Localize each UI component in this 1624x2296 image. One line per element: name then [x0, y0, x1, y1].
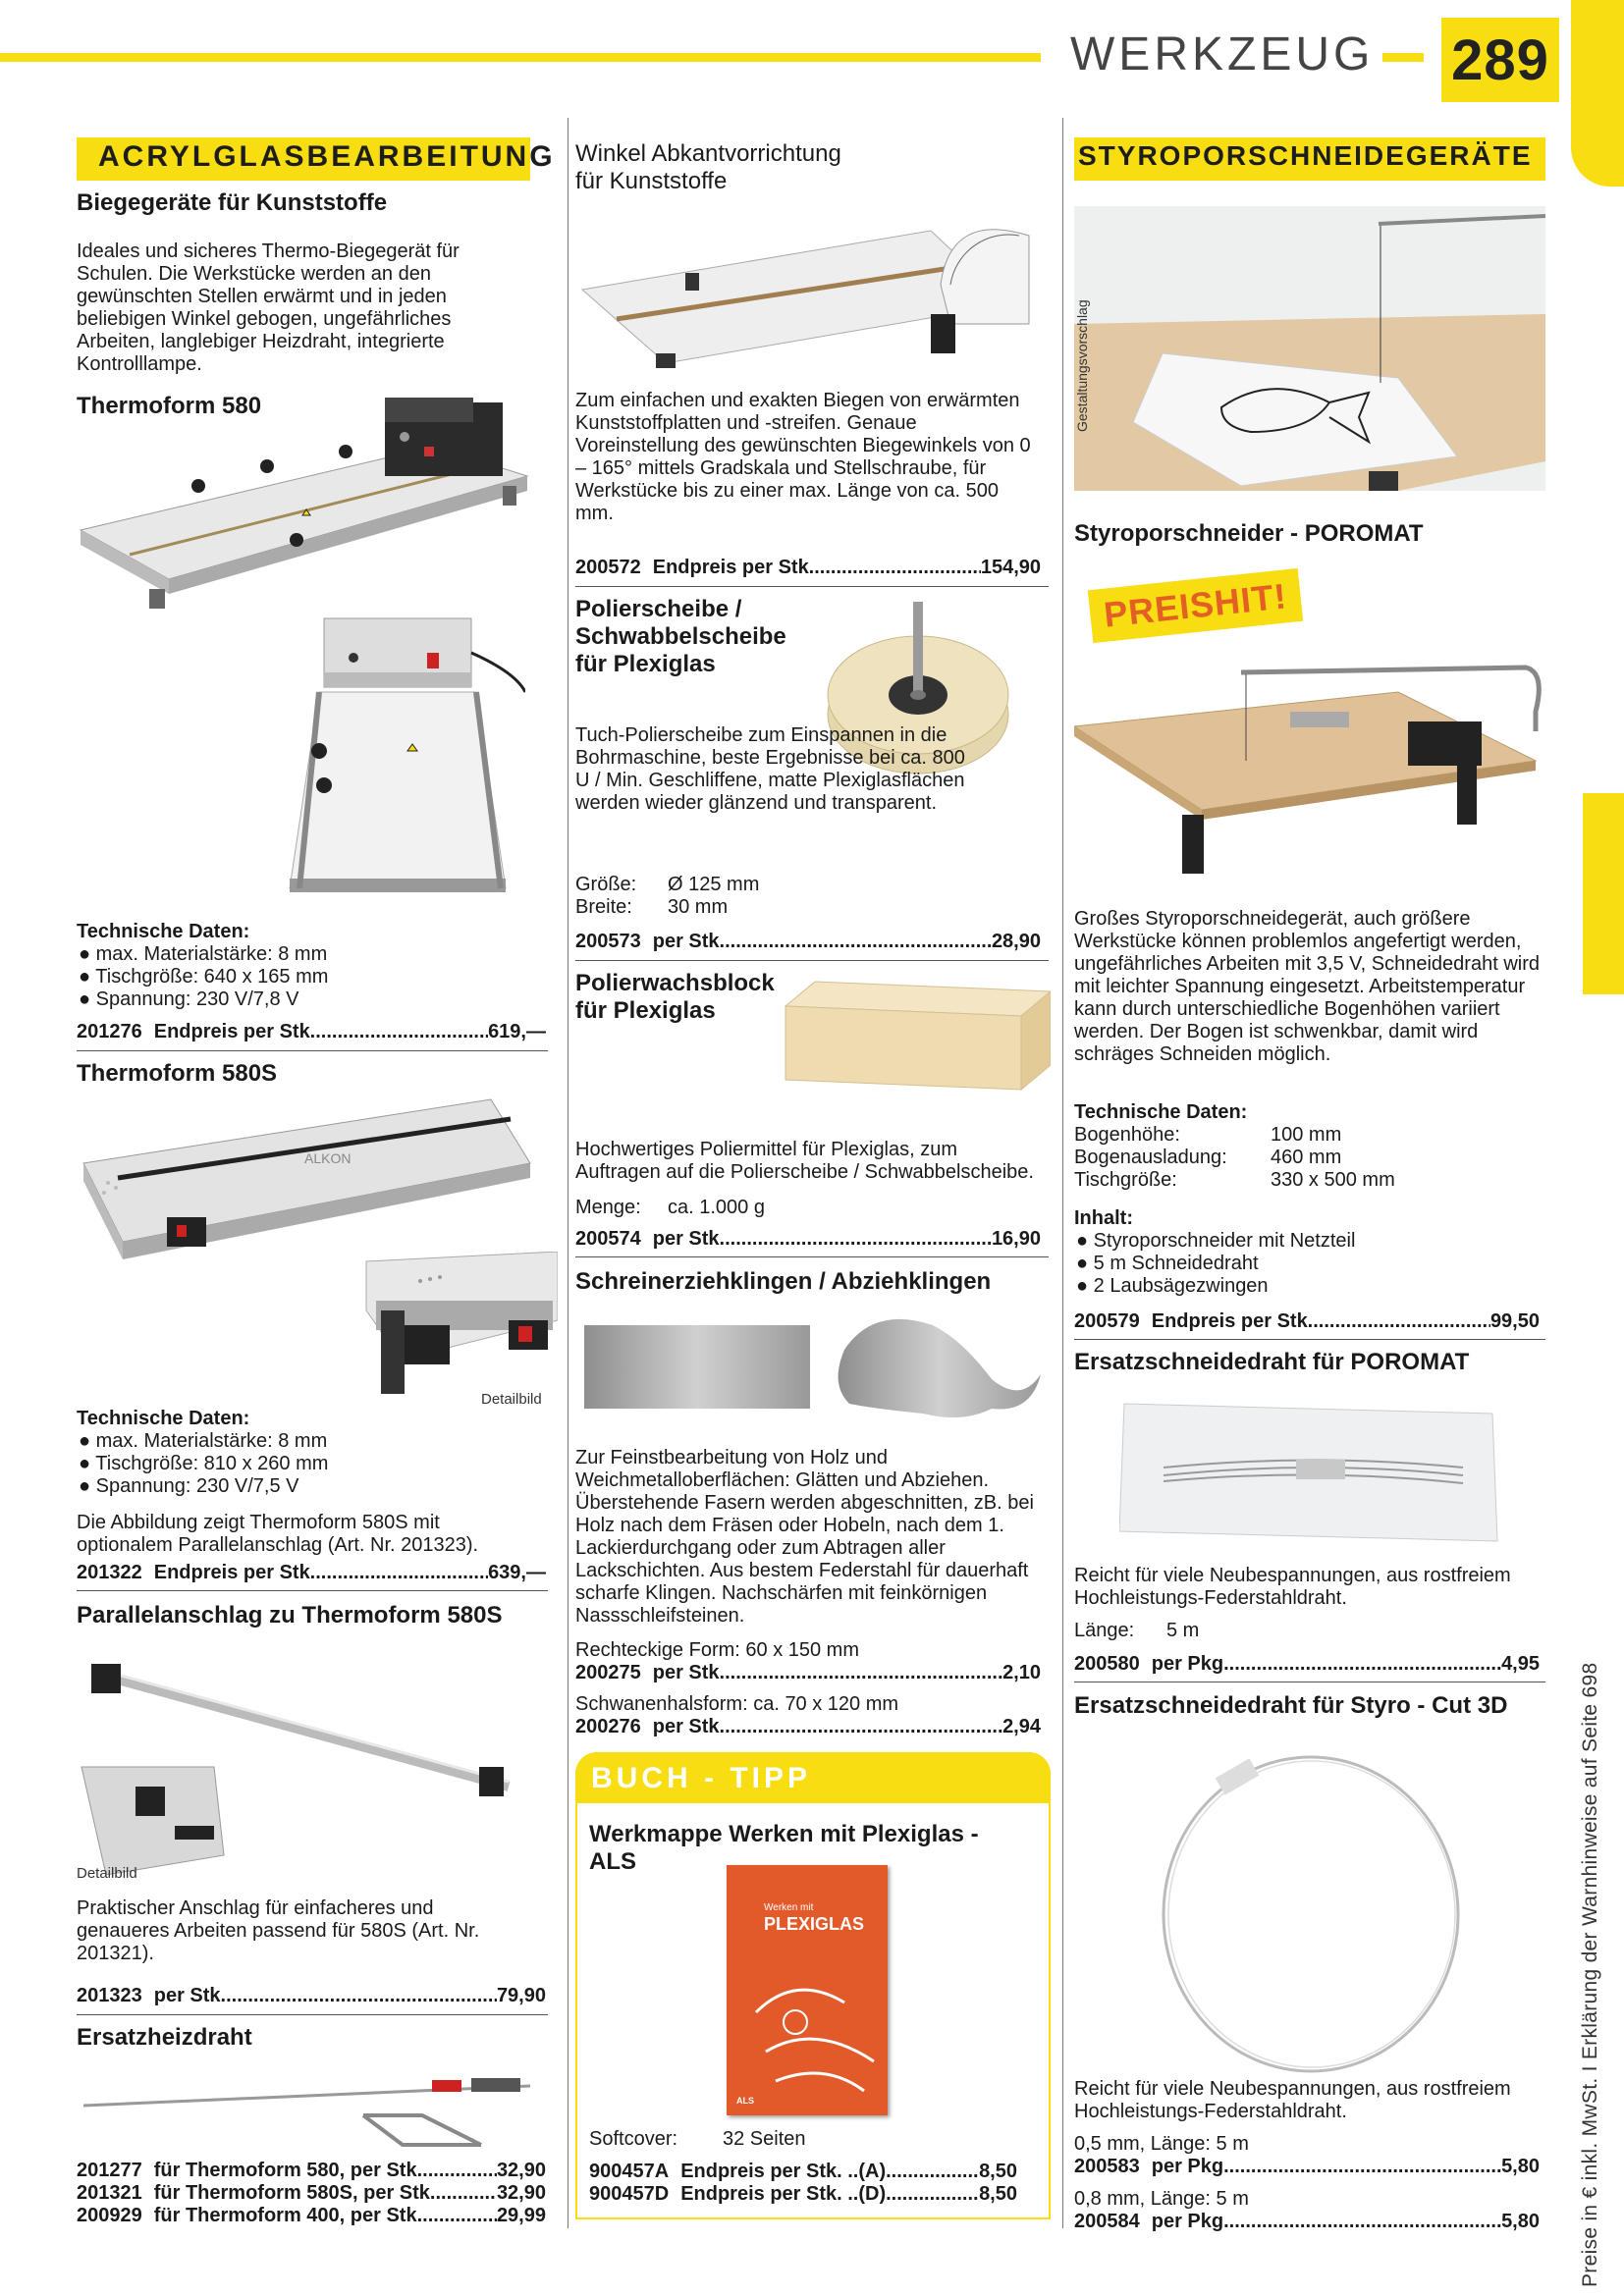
- t580s-tech-0: ● max. Materialstärke: 8 mm: [79, 1430, 328, 1452]
- subtitle-biegegeraete: Biegegeräte für Kunststoffe: [77, 189, 388, 216]
- poromat-image: [1074, 653, 1545, 888]
- price-value: 4,95: [1501, 1653, 1540, 1675]
- title-werkmappe: Werkmappe Werken mit Plexiglas - ALS: [589, 1821, 979, 1875]
- divider: [1074, 1339, 1545, 1340]
- column-divider-2: [1062, 118, 1063, 2228]
- poromat-tech-v2: 330 x 500 mm: [1271, 1169, 1395, 1191]
- price-value: 8,50: [979, 2183, 1017, 2205]
- divider: [77, 2014, 548, 2015]
- t580s-tech-2: ● Spannung: 230 V/7,5 V: [79, 1475, 299, 1497]
- styropor-fish-image: [1074, 206, 1545, 491]
- price-row-200574: [575, 1228, 1041, 1251]
- article-number: 201323: [77, 1985, 142, 2006]
- article-number: 201322: [77, 1562, 142, 1583]
- divider: [575, 586, 1049, 587]
- t580s-tech-head: Technische Daten:: [77, 1408, 250, 1429]
- draht1-text: Reicht für viele Neubespannungen, aus rostfreiem Hochleistungs-Federstahldraht.: [1074, 1565, 1511, 1609]
- divider: [77, 1050, 548, 1051]
- wachs-text: Hochwertiges Poliermittel für Plexiglas, zum Auftragen auf die Polierscheibe / Schwabbelscheibe.: [575, 1139, 1034, 1183]
- article-number: 200580: [1074, 1653, 1140, 1675]
- price-row-201321: [77, 2182, 546, 2205]
- t580-tech-2: ● Spannung: 230 V/7,8 V: [79, 988, 299, 1010]
- price-row-200580: [1074, 1653, 1540, 1676]
- side-note: Preise in € inkl. MwSt. I Erklärung der Warnhinweise auf Seite 698: [1579, 1662, 1601, 2287]
- price-value: 79,90: [496, 1985, 546, 2006]
- klingen-form2: Schwanenhalsform: ca. 70 x 120 mm: [575, 1693, 899, 1715]
- price-label: per Pkg.: [1151, 2211, 1229, 2232]
- article-number: 201276: [77, 1021, 142, 1042]
- poromat-tech-head: Technische Daten:: [1074, 1101, 1248, 1123]
- price-label: für Thermoform 400, per Stk.: [153, 2205, 423, 2226]
- price-label: per Stk.: [652, 1716, 726, 1737]
- detail-caption-580s: Detailbild: [481, 1391, 542, 1408]
- price-label: per Stk.: [652, 1662, 726, 1683]
- soft-pages: 32 Seiten: [723, 2128, 806, 2150]
- title-winkel: [575, 140, 841, 195]
- price-row-900457A: [589, 2161, 1017, 2183]
- price-value: 16,90: [991, 1228, 1041, 1250]
- wachs-qty-label: Menge:: [575, 1197, 641, 1218]
- thermoform-580-detail-image: [280, 614, 525, 898]
- article-number: 200583: [1074, 2156, 1140, 2177]
- title-poromat: Styroporschneider - POROMAT: [1074, 520, 1424, 547]
- draht1-len: 5 m: [1166, 1620, 1200, 1641]
- poromat-text: Großes Styroporschneidegerät, auch größere Werkstücke können problemlos angefertigt werden, ungefährliches Arbeiten mit 3,5 V, Schneidedraht wird mit leichter Spannung eingesetzt. Arbeitstemperatur kann durch unterschiedliche Bogenhöhen variiert werden. Der Bogen ist schwenkbar, damit wird schräges Schneiden möglich.: [1074, 908, 1540, 1065]
- title-ersatzdraht-poromat: Ersatzschneidedraht für POROMAT: [1074, 1349, 1470, 1375]
- poromat-inhalt-2: ● 2 Laubsägezwingen: [1076, 1275, 1269, 1297]
- title-ersatzdraht-styrocut: Ersatzschneidedraht für Styro - Cut 3D: [1074, 1692, 1508, 1719]
- ersatzheizdraht-image: [79, 2066, 540, 2155]
- gestaltung-caption: Gestaltungsvorschlag: [1074, 299, 1090, 432]
- header-rule-right: [1382, 53, 1424, 62]
- poromat-inhalt-1: ● 5 m Schneidedraht: [1076, 1253, 1259, 1274]
- title-parallelanschlag: Parallelanschlag zu Thermoform 580S: [77, 1602, 503, 1629]
- ersatzdraht-styrocut-image: [1149, 1747, 1473, 2081]
- article-number: 900457A: [589, 2161, 670, 2182]
- price-row-201322: [77, 1562, 546, 1584]
- price-value: 639,—: [488, 1562, 546, 1583]
- price-row-200929: [77, 2205, 546, 2227]
- article-number: 200572: [575, 557, 641, 578]
- price-row-200275: [575, 1662, 1041, 1684]
- parallel-text: Praktischer Anschlag für einfacheres und genaueres Arbeiten passend für 580S (Art. Nr. 201321).: [77, 1897, 480, 1964]
- price-label: Endpreis per Stk. ..(A): [680, 2161, 887, 2182]
- article-number: 201321: [77, 2182, 142, 2204]
- t580s-tech-1: ● Tischgröße: 810 x 260 mm: [79, 1453, 329, 1474]
- article-number: 200573: [575, 931, 641, 952]
- price-row-200276: [575, 1716, 1041, 1738]
- divider: [77, 1590, 548, 1591]
- ersatzdraht-poromat-image: [1119, 1399, 1502, 1546]
- price-label: für Thermoform 580S, per Stk.: [153, 2182, 436, 2204]
- price-row-900457D: [589, 2183, 1017, 2206]
- divider: [575, 960, 1049, 961]
- section-title-acryl: ACRYLGLASBEARBEITUNG: [98, 140, 556, 173]
- t580-tech-0: ● max. Materialstärke: 8 mm: [79, 943, 328, 965]
- title-ersatzheizdraht: Ersatzheizdraht: [77, 2024, 252, 2051]
- polierwachsblock-image: [776, 977, 1051, 1095]
- book-cover-title: PLEXIGLAS: [764, 1914, 865, 1934]
- poromat-tech-k1: Bogenausladung:: [1074, 1147, 1227, 1168]
- price-value: 2,94: [1002, 1716, 1041, 1737]
- book-cover: [727, 1865, 888, 2115]
- price-row-201323: [77, 1985, 546, 2007]
- poromat-tech-k2: Tischgröße:: [1074, 1169, 1177, 1191]
- price-label: Endpreis per Stk.: [153, 1562, 316, 1583]
- polier-size-label: Größe:: [575, 874, 637, 895]
- svg-text:ALKON: ALKON: [304, 1150, 352, 1166]
- page-category: WERKZEUG: [1070, 28, 1375, 80]
- price-label: Endpreis per Stk.: [652, 557, 815, 578]
- price-label: per Stk.: [652, 1228, 726, 1250]
- price-row-200584: [1074, 2211, 1540, 2233]
- soft-label: Softcover:: [589, 2128, 678, 2150]
- title-thermoform-580s: Thermoform 580S: [77, 1060, 278, 1087]
- t580s-note: Die Abbildung zeigt Thermoform 580S mit optionalem Parallelanschlag (Art. Nr. 201323).: [77, 1512, 479, 1556]
- price-row-200573: [575, 931, 1041, 953]
- t580-tech-1: ● Tischgröße: 640 x 165 mm: [79, 966, 329, 988]
- price-value: 29,99: [496, 2205, 546, 2226]
- price-label: per Pkg.: [1151, 2156, 1229, 2177]
- price-row-200579: [1074, 1310, 1540, 1333]
- parallelanschlag-image: [77, 1659, 548, 1875]
- article-number: 200579: [1074, 1310, 1140, 1332]
- price-row-201276: [77, 1021, 546, 1043]
- book-cover-illustration: [736, 1953, 884, 2101]
- detail-caption-parallel: Detailbild: [77, 1865, 137, 1882]
- price-label: per Stk.: [652, 931, 726, 952]
- price-label: Endpreis per Stk.: [153, 1021, 316, 1042]
- t580-tech-head: Technische Daten:: [77, 921, 250, 942]
- price-row-201277: [77, 2160, 546, 2182]
- draht1-len-label: Länge:: [1074, 1620, 1135, 1641]
- klingen-form1: Rechteckige Form: 60 x 150 mm: [575, 1639, 859, 1661]
- price-value: 5,80: [1501, 2211, 1540, 2232]
- price-value: 99,50: [1489, 1310, 1540, 1332]
- section-title-styropor: STYROPORSCHNEIDEGERÄTE: [1078, 140, 1533, 171]
- price-row-200572: [575, 557, 1041, 579]
- price-label: für Thermoform 580, per Stk.: [153, 2160, 423, 2181]
- polier-width: 30 mm: [668, 896, 729, 918]
- price-label: Endpreis per Stk.: [1151, 1310, 1314, 1332]
- poromat-inhalt-head: Inhalt:: [1074, 1207, 1133, 1229]
- article-number: 900457D: [589, 2183, 670, 2205]
- article-number: 200276: [575, 1716, 641, 1737]
- intro-text: Ideales und sicheres Thermo-Biegegerät für Schulen. Die Werkstücke werden an den gewünschten Stellen erwärmt und in jeden beliebigen Winkel gebogen, ungefährliches Arbeiten, langlebiger Heizdraht, integrierte Kontrolllampe.: [77, 240, 460, 375]
- page-number: 289: [1441, 18, 1559, 102]
- article-number: 201277: [77, 2160, 142, 2181]
- price-label: per Stk.: [153, 1985, 227, 2006]
- preishit-badge: PREISHIT!: [1088, 568, 1303, 643]
- price-label: per Pkg.: [1151, 1653, 1229, 1675]
- draht2-opt1: 0,5 mm, Länge: 5 m: [1074, 2133, 1249, 2155]
- divider: [575, 1256, 1049, 1257]
- title-polierwachsblock: Polierwachsblock für Plexiglas: [575, 970, 775, 1024]
- corner-tab: [1571, 0, 1624, 187]
- book-cover-brand: ALS: [736, 2096, 754, 2106]
- article-number: 200574: [575, 1228, 641, 1250]
- polier-width-label: Breite:: [575, 896, 632, 918]
- winkel-title-line1: Winkel Abkantvorrichtung: [575, 140, 841, 167]
- thermoform-580s-detail-image: [361, 1252, 558, 1399]
- price-row-200583: [1074, 2156, 1540, 2178]
- side-tab-marker: [1583, 793, 1624, 994]
- poromat-tech-v0: 100 mm: [1271, 1124, 1342, 1146]
- article-number: 200584: [1074, 2211, 1140, 2232]
- ziehklingen-image: [579, 1306, 1041, 1433]
- price-value: 28,90: [991, 931, 1041, 952]
- poromat-inhalt-0: ● Styroporschneider mit Netzteil: [1076, 1230, 1356, 1252]
- title-ziehklingen: Schreinerziehklingen / Abziehklingen: [575, 1268, 992, 1295]
- poromat-tech-v1: 460 mm: [1271, 1147, 1342, 1168]
- book-cover-small: Werken mit: [764, 1902, 814, 1913]
- price-value: 2,10: [1002, 1662, 1041, 1683]
- polier-text: Tuch-Polierscheibe zum Einspannen in die Bohrmaschine, beste Ergebnisse bei ca. 800 U / Min. Geschliffene, matte Plexiglasflächen werden wieder glänzend und transparent.: [575, 724, 965, 814]
- thermoform-580-image: [71, 388, 532, 614]
- price-value: 154,90: [980, 557, 1041, 578]
- buch-tipp-label: BUCH - TIPP: [591, 1762, 811, 1794]
- price-value: 5,80: [1501, 2156, 1540, 2177]
- header-rule-left: [0, 53, 1041, 62]
- winkel-title-line2: für Kunststoffe: [575, 168, 728, 194]
- price-value: 8,50: [979, 2161, 1017, 2182]
- article-number: 200275: [575, 1662, 641, 1683]
- poromat-tech-k0: Bogenhöhe:: [1074, 1124, 1180, 1146]
- title-polierscheibe: Polierscheibe / Schwabbelscheibe für Plexiglas: [575, 596, 786, 677]
- price-value: 619,—: [488, 1021, 546, 1042]
- price-value: 32,90: [496, 2182, 546, 2204]
- draht2-opt2: 0,8 mm, Länge: 5 m: [1074, 2188, 1249, 2210]
- title-thermoform-580: Thermoform 580: [77, 393, 262, 419]
- winkel-image: [577, 206, 1049, 373]
- winkel-text: Zum einfachen und exakten Biegen von erwärmten Kunststoffplatten und -streifen. Genaue Voreinstellung des gewünschten Biegewinkels von 0 – 165° mittels Gradskala und Stellschraube, für Werkstücke bis zu einer max. Länge von ca. 500 mm.: [575, 390, 1031, 524]
- polier-size: Ø 125 mm: [668, 874, 760, 895]
- article-number: 200929: [77, 2205, 142, 2226]
- draht2-text: Reicht für viele Neubespannungen, aus rostfreiem Hochleistungs-Federstahldraht.: [1074, 2078, 1511, 2122]
- wachs-qty: ca. 1.000 g: [668, 1197, 765, 1218]
- price-value: 32,90: [496, 2160, 546, 2181]
- price-label: Endpreis per Stk. ..(D): [680, 2183, 887, 2205]
- klingen-text: Zur Feinstbearbeitung von Holz und Weichmetalloberflächen: Glätten und Abziehen. Überstehende Fasern werden abgeschnitten, zB. bei Holz nach dem Fräsen oder Hobeln, nach dem 1. Lackierdurchgang oder zum Abtragen aller Lackschichten. Aus bestem Federstahl für dauerhaft scharfe Klingen. Nachschärfen mit feinkörnigen Nassschleifsteinen.: [575, 1447, 1034, 1627]
